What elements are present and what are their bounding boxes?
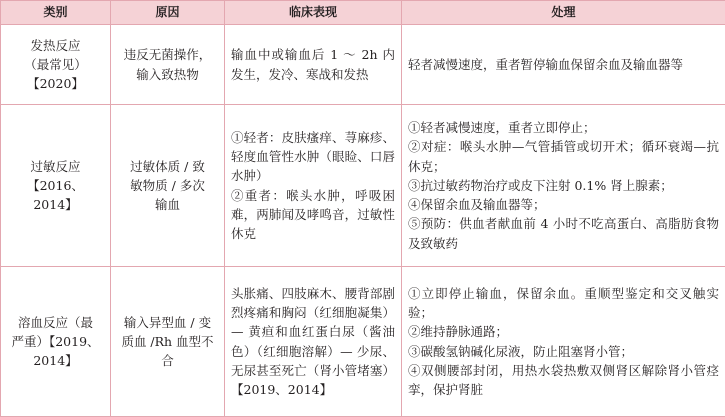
header-treatment: 处理 bbox=[402, 1, 725, 25]
category-line: 2014】 bbox=[33, 353, 78, 369]
cause-line: 合 bbox=[161, 353, 174, 369]
cause-line: 输血 bbox=[154, 197, 180, 213]
category-line: 【2020】 bbox=[27, 76, 84, 92]
cause-line: 输入异型血 / 变 bbox=[123, 314, 212, 330]
treatment-line: ①立即停止输血，保留余血。重顺型鉴定和交叉触实验； bbox=[408, 285, 719, 321]
cause-line: 违反无菌操作， bbox=[123, 47, 212, 63]
category-cell bbox=[1, 25, 111, 105]
treatment-line: ④保留余血及输血器等； bbox=[408, 197, 546, 213]
header-row bbox=[1, 1, 725, 25]
clinical-cell bbox=[225, 105, 402, 267]
cause-line: 输入致热物 bbox=[136, 66, 199, 82]
clinical-line: 输血中或输血后 1 ～ 2h 内发生，发冷、寒战和发热 bbox=[231, 47, 395, 82]
category-line: （最常见） bbox=[24, 56, 87, 72]
category-cell bbox=[1, 105, 111, 267]
table-row bbox=[1, 267, 725, 417]
category-line: 溶血反应（最 bbox=[17, 314, 93, 330]
treatment-line: ①轻者减慢速度，重者立即停止； bbox=[408, 120, 596, 136]
header-category: 类别 bbox=[1, 1, 111, 25]
clinical-line: ①轻者：皮肤瘙痒、荨麻疹、轻度血管性水肿（眼睑、口唇水肿） bbox=[231, 129, 395, 184]
treatment-line: ⑤预防：供血者献血前 4 小时不吃高蛋白、高脂肪食物及致敏药 bbox=[408, 216, 719, 251]
clinical-line: ②重者：喉头水肿，呼吸困难，两肺闻及哮鸣音，过敏性休克 bbox=[231, 187, 395, 241]
treatment-line: ④双侧腰部封闭，用热水袋热敷双侧肾区解除肾小管痉挛，保护肾脏 bbox=[408, 362, 719, 397]
category-line: 严重）【2019、 bbox=[11, 333, 100, 349]
treatment-line: ③抗过敏药物治疗或皮下注射 0.1% 肾上腺素； bbox=[408, 177, 673, 193]
table-row bbox=[1, 25, 725, 105]
cause-cell bbox=[111, 105, 225, 267]
category-line: 发热反应 bbox=[30, 37, 81, 53]
clinical-line: 头胀痛、四肢麻木、腰背部剧烈疼痛和胸闷（红细胞凝集）— 黄疸和血红蛋白尿（酱油色）（红细胞溶解）— 少尿、无尿甚至死亡（肾小管堵塞）【2019、2014】 bbox=[231, 285, 395, 397]
cause-cell bbox=[111, 25, 225, 105]
clinical-cell bbox=[225, 267, 402, 417]
cause-line: 敏物质 / 多次 bbox=[130, 177, 205, 193]
treatment-cell bbox=[402, 25, 725, 105]
cause-line: 质血 /Rh 血型不 bbox=[121, 333, 214, 349]
category-cell bbox=[1, 267, 111, 417]
treatment-line: ②维持静脉通路； bbox=[408, 324, 509, 340]
header-cause: 原因 bbox=[111, 1, 225, 25]
table-row bbox=[1, 105, 725, 267]
category-line: 过敏反应【2016、 bbox=[27, 158, 84, 193]
treatment-line: ③碳酸氢钠碱化尿液，防止阻塞肾小管； bbox=[408, 343, 634, 359]
clinical-cell bbox=[225, 25, 402, 105]
category-line: 2014】 bbox=[33, 197, 78, 213]
treatment-line: 轻者减慢速度，重者暂停输血保留余血及输血器等 bbox=[408, 56, 684, 72]
treatment-cell bbox=[402, 105, 725, 267]
treatment-cell bbox=[402, 267, 725, 417]
header-clinical: 临床表现 bbox=[225, 1, 402, 25]
treatment-line: ②对症：喉头水肿—气管插管或切开术；循环衰竭—抗休克； bbox=[408, 139, 719, 174]
cause-line: 过敏体质 / 致 bbox=[130, 158, 205, 174]
cause-cell bbox=[111, 267, 225, 417]
